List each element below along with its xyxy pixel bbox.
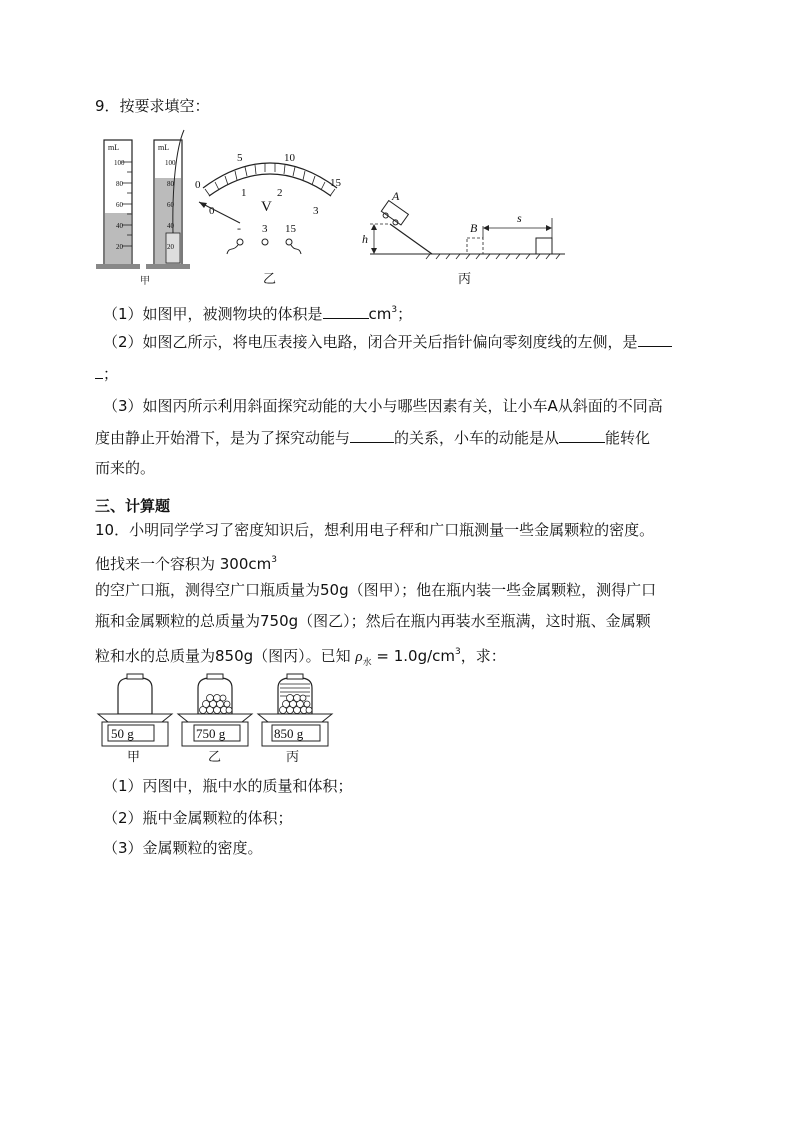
terminal-minus-label: - [237, 221, 241, 235]
tick-20: 20 [167, 243, 174, 251]
q9-part2 [103, 332, 672, 352]
q9-part3-text-c: 能转化 [605, 429, 651, 447]
terminal-3-label: 3 [262, 223, 268, 235]
terminal-15-label: 15 [285, 223, 296, 235]
label-distance-s: s [517, 211, 522, 225]
q9-part3-line1: （3）如图丙所示利用斜面探究动能的大小与哪些因素有关，让小车A从斜面的不同高 [103, 397, 663, 415]
q9-part1 [103, 300, 412, 324]
q9-part3-text-b: 的关系，小车的动能是从 [394, 429, 560, 447]
dial-top-10: 10 [284, 152, 295, 164]
q9-part2-cont [95, 364, 118, 384]
q9-part1-unit: cm [368, 305, 392, 323]
label-cart-a: A [392, 189, 400, 203]
cylinder-with-block [146, 130, 190, 269]
scale-bing [258, 674, 332, 765]
q9-part3-text-a: 度由静止开始滑下，是为了探究动能与 [95, 429, 351, 447]
tick-100: 100 [114, 159, 125, 167]
q10-line2-sup: 3 [271, 555, 277, 565]
q9-part2-end: ； [103, 365, 119, 383]
figure-bing-incline [360, 128, 570, 287]
tick-80: 80 [116, 180, 123, 188]
q9-part1-sup: 3 [391, 305, 398, 315]
label-block-b: B [470, 221, 478, 235]
needle [199, 202, 240, 223]
q9-part1-end: ； [397, 305, 413, 323]
tick-100: 100 [165, 159, 176, 167]
tick-20: 20 [116, 243, 123, 251]
q10-line5-sup: 3 [455, 647, 461, 657]
section-heading: 三、计算题 [95, 497, 171, 515]
scale-reading-bing: 850 g [274, 726, 304, 741]
tick-40: 40 [116, 222, 123, 230]
dial-bottom-0: 0 [209, 205, 215, 217]
q10-line4: 瓶和金属颗粒的总质量为750g（图乙）；然后在瓶内再装水至瓶满，这时瓶、金属颗 [95, 612, 651, 630]
figure-jia-caption: 甲 [140, 276, 150, 287]
q10-line2-text: 他找来一个容积为 300cm [95, 555, 272, 573]
dial-bottom-1: 1 [241, 187, 247, 199]
answer-blank[interactable] [638, 332, 672, 347]
dial-bottom-2: 2 [277, 187, 283, 199]
q10-line1: 10．小明同学学习了密度知识后，想利用电子秤和广口瓶测量一些金属颗粒的密度。 [95, 521, 655, 539]
q10-line5 [95, 642, 506, 673]
q10-sub2: （2）瓶中金属颗粒的体积； [103, 809, 293, 827]
scale-reading-yi: 750 g [196, 726, 226, 741]
q10-line5-text: 粒和水的总质量为850g（图丙）。已知 [95, 647, 356, 665]
figure-yi-voltmeter [185, 128, 355, 287]
answer-blank[interactable] [350, 428, 394, 443]
figure-yi-caption: 乙 [263, 272, 277, 287]
q9-part1-text: （1）如图甲，被测物块的体积是 [103, 305, 323, 323]
tick-60: 60 [167, 201, 174, 209]
q10-line3: 的空广口瓶，测得空广口瓶质量为50g（图甲）；他在瓶内装一些金属颗粒，测得广口 [95, 581, 657, 599]
q9-part2-text: （2）如图乙所示，将电压表接入电路，闭合开关后指针偏向零刻度线的左侧，是 [103, 333, 638, 351]
figure-bing-caption: 丙 [458, 272, 472, 287]
q10-sub3: （3）金属颗粒的密度。 [103, 839, 263, 857]
scale-caption-jia: 甲 [127, 750, 141, 765]
rho-subscript: 水 [362, 658, 372, 668]
q9-part3-line3: 而来的。 [95, 459, 156, 477]
cylinder-unit-label: mL [158, 143, 170, 152]
dial-top-5: 5 [237, 152, 243, 164]
q10-line5-value: = 1.0g/cm [371, 647, 456, 665]
cylinder-unit-label: mL [108, 143, 120, 152]
scale-reading-jia: 50 g [111, 726, 134, 741]
scale-yi [178, 674, 252, 765]
scale-caption-bing: 丙 [286, 750, 300, 765]
dial-zero-top: 0 [195, 179, 201, 191]
answer-blank[interactable] [323, 304, 369, 319]
voltmeter-symbol: V [261, 199, 272, 215]
dial-bottom-3: 3 [313, 205, 319, 217]
cylinder-empty [96, 140, 140, 269]
scale-jia [98, 674, 172, 765]
label-height-h: h [362, 232, 368, 246]
q10-line2 [95, 550, 277, 574]
answer-blank[interactable] [559, 428, 605, 443]
q9-part3-line2 [95, 428, 650, 448]
scale-caption-yi: 乙 [208, 750, 222, 765]
q9-title: 9．按要求填空： [95, 97, 210, 115]
tick-40: 40 [167, 222, 174, 230]
tick-80: 80 [167, 180, 174, 188]
rho-symbol: ρ [355, 649, 363, 665]
dial-top-15: 15 [330, 177, 341, 189]
answer-blank[interactable] [95, 364, 103, 379]
q10-sub1: （1）丙图中，瓶中水的质量和体积； [103, 777, 353, 795]
tick-60: 60 [116, 201, 123, 209]
q10-line5-end: ，求： [460, 647, 506, 665]
figure-q10-scales [96, 672, 346, 772]
